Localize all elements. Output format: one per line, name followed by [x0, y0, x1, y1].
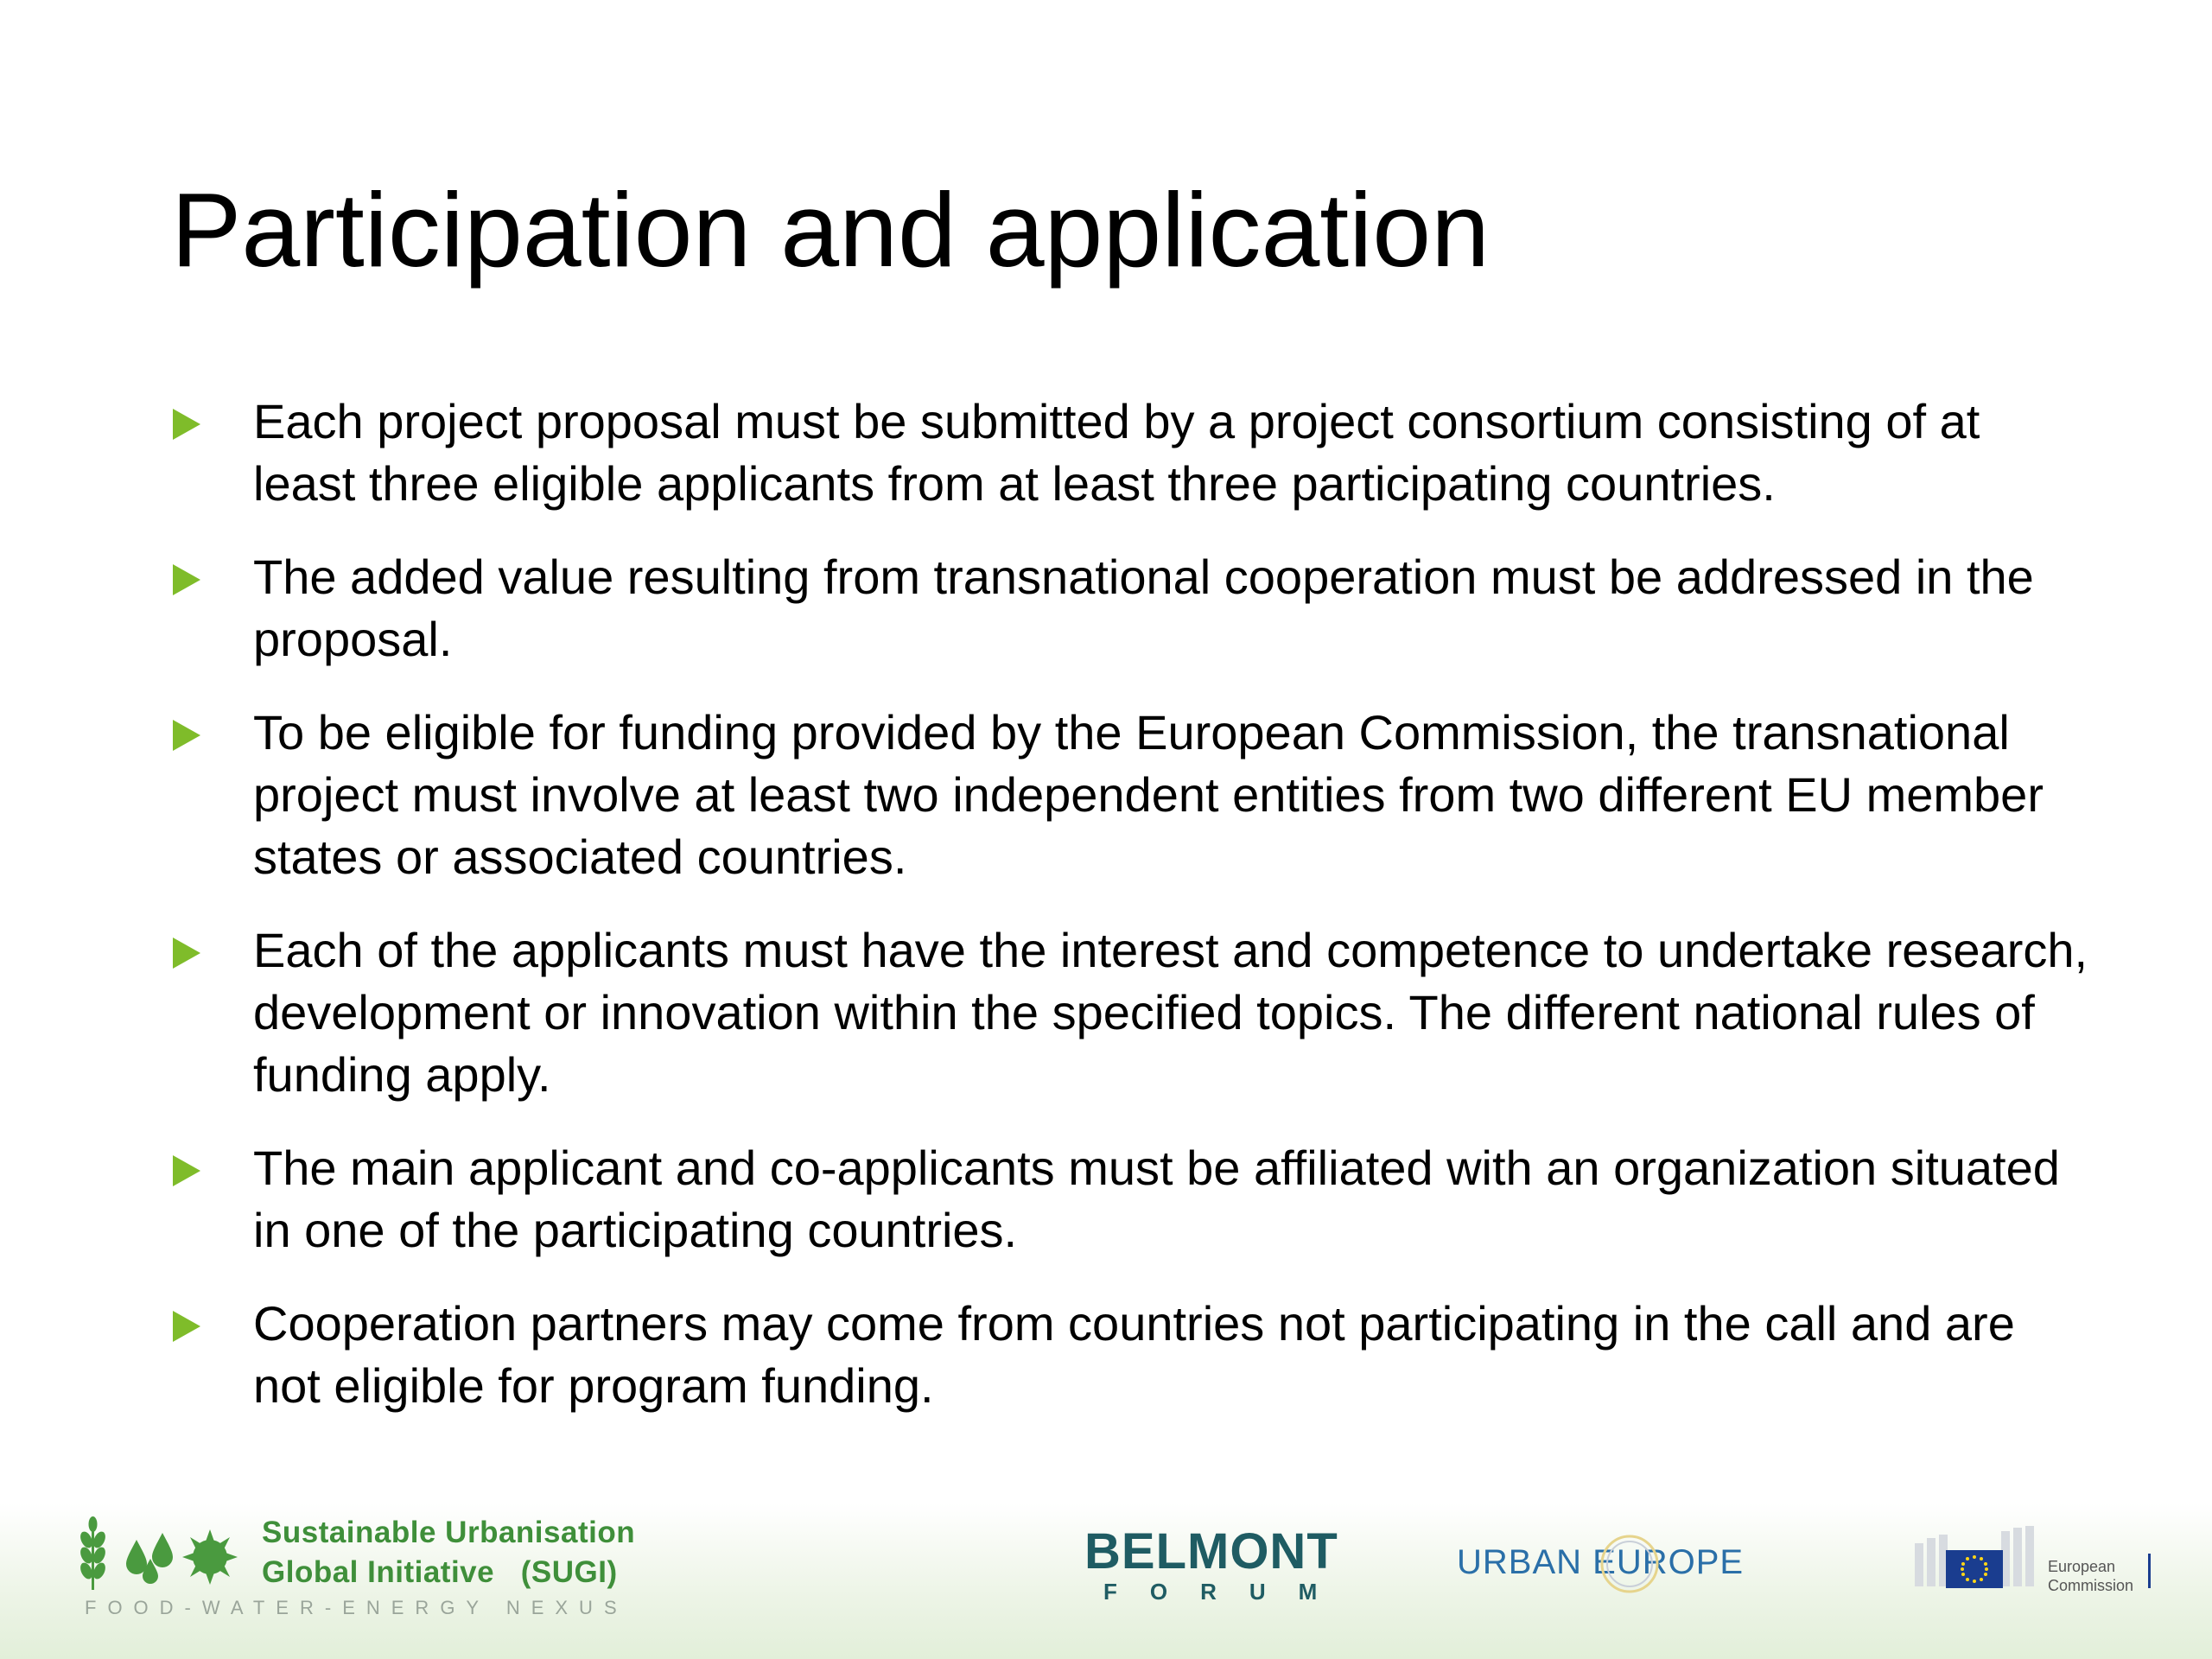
- bullet-item: [171, 702, 2089, 888]
- ec-divider-bar: [2148, 1554, 2151, 1588]
- slide-title: Participation and application: [171, 171, 1491, 289]
- urban-europe-name: URBAN EUROPE: [1457, 1543, 1745, 1581]
- bullet-text: Each project proposal must be submitted by a project consortium consisting of at least three eligible applicants from at least three participating countries.: [253, 394, 1980, 511]
- sugi-logo: [76, 1514, 646, 1626]
- bullet-list: [171, 391, 2089, 1448]
- sugi-nexus-icon: [76, 1514, 249, 1600]
- sugi-tagline: FOOD-WATER-ENERGY NEXUS: [85, 1597, 628, 1618]
- ec-line2: Commission: [2048, 1577, 2134, 1594]
- bullet-text: To be eligible for funding provided by the European Commission, the transnational project must involve at least two independent entities from two different EU member states or associated countries.: [253, 705, 2044, 884]
- urban-europe-ring-icon: [1599, 1529, 1660, 1599]
- bullet-text: Cooperation partners may come from countries not participating in the call and are not eligible for program funding.: [253, 1296, 2015, 1413]
- bullet-item: [171, 546, 2089, 671]
- belmont-forum-logo: [1084, 1523, 1351, 1611]
- triangle-bullet-icon: [173, 1311, 200, 1342]
- european-commission-logo: [1915, 1526, 2174, 1595]
- triangle-bullet-icon: [173, 938, 200, 969]
- bullet-text: Each of the applicants must have the interest and competence to undertake research, development or innovation within the specified topics. The different national rules of funding apply.: [253, 923, 2088, 1102]
- bullet-text: The main applicant and co-applicants must be affiliated with an organization situated in one of the participating countries.: [253, 1141, 2060, 1257]
- sugi-name-line2: Global Initiative (SUGI): [262, 1555, 618, 1589]
- european-commission-name: [2048, 1557, 2133, 1595]
- belmont-name: BELMONT: [1084, 1523, 1338, 1580]
- bullet-text: The added value resulting from transnational cooperation must be addressed in the proposal.: [253, 550, 2034, 666]
- belmont-forum-label: FORUM: [1103, 1579, 1351, 1605]
- sugi-name-line1: Sustainable Urbanisation: [262, 1516, 636, 1549]
- eu-building-flag-icon: [1915, 1526, 2044, 1595]
- bullet-item: [171, 919, 2089, 1106]
- triangle-bullet-icon: [173, 720, 200, 751]
- ec-line1: European: [2048, 1558, 2116, 1575]
- triangle-bullet-icon: [173, 409, 200, 440]
- triangle-bullet-icon: [173, 1155, 200, 1186]
- bullet-item: [171, 1137, 2089, 1262]
- urban-europe-logo: [1457, 1536, 1802, 1597]
- bullet-item: [171, 391, 2089, 515]
- bullet-item: [171, 1293, 2089, 1417]
- triangle-bullet-icon: [173, 564, 200, 595]
